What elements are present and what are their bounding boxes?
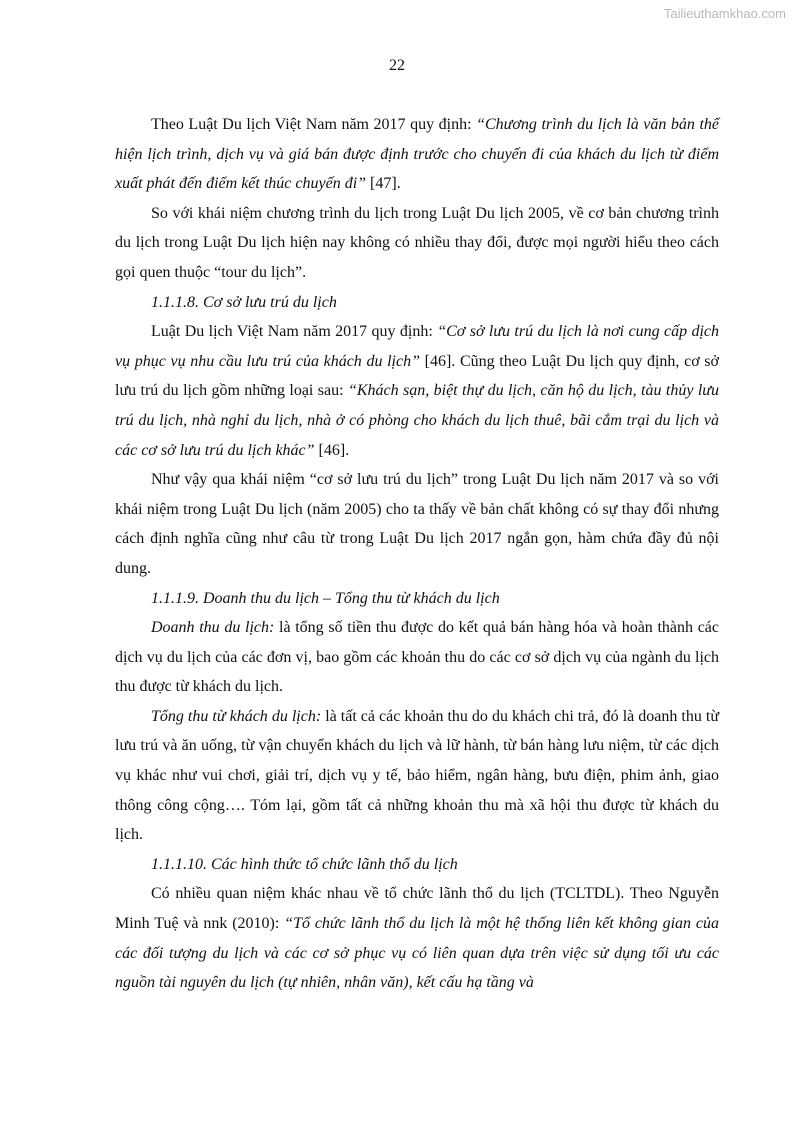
- paragraph-tourism-revenue: [115, 613, 719, 702]
- text: [46]. Cũng theo Luật Du lịch quy định, cơ sở lưu trú du lịch gồm những loại sau:: [115, 352, 719, 400]
- section-heading-1-1-1-8: 1.1.1.8. Cơ sở lưu trú du lịch: [151, 293, 337, 311]
- paragraph-accommodation-comparison: Như vậy qua khái niệm “cơ sở lưu trú du lịch” trong Luật Du lịch năm 2017 và so với khái niệm trong Luật Du lịch (năm 2005) cho ta thấy về bản chất không có sự thay đổi nhưng cách định nghĩa cũng như câu từ trong Luật Du lịch 2017 ngắn gọn, hàm chứa đầy đủ nội dung.: [115, 471, 719, 577]
- quote: “Tổ chức lãnh thổ du lịch là một hệ thống liên kết không gian của các đối tượng du lịch và các cơ sở phục vụ có liên quan dựa trên việc sử dụng tối ưu các nguồn tài nguyên du lịch (tự nhiên, nhân văn), kết cấu hạ tầng và: [115, 915, 720, 992]
- paragraph-tour-comparison: So với khái niệm chương trình du lịch trong Luật Du lịch 2005, về cơ bản chương trình du lịch trong Luật Du lịch hiện nay không có nhiều thay đổi, được mọi người hiểu theo cách gọi quen thuộc “tour du lịch”.: [115, 204, 719, 281]
- page-number: 22: [389, 57, 405, 74]
- quote: “Khách sạn, biệt thự du lịch, căn hộ du lịch, tàu thủy lưu trú du lịch, nhà nghỉ du lịch, nhà ở có phòng cho khách du lịch thuê, bãi cắm trại du lịch và các cơ sở lưu trú du lịch khác”: [115, 382, 720, 459]
- text: Theo Luật Du lịch Việt Nam năm 2017 quy định:: [151, 116, 477, 133]
- quote: “Chương trình du lịch là văn bản thể hiện lịch trình, dịch vụ và giá bán được định trước cho chuyến đi của khách du lịch từ điểm xuất phát đến điểm kết thúc chuyến đi”: [115, 116, 719, 193]
- text: Luật Du lịch Việt Nam năm 2017 quy định:: [151, 323, 438, 341]
- watermark: Tailieuthamkhao.com: [663, 6, 786, 21]
- section-heading-1-1-1-10: 1.1.1.10. Các hình thức tổ chức lãnh thổ du lịch: [151, 855, 458, 873]
- text: là tất cả các khoản thu do du khách chi trả, đó là doanh thu từ lưu trú và ăn uống, từ vận chuyển khách du lịch và lữ hành, từ bán hàng lưu niệm, từ các dịch vụ khác như vui chơi, giải trí, dịch vụ y tế, bảo hiểm, ngân hàng, bưu điện, phim ảnh, giao thông công cộng…. Tóm lại, gồm tất cả những khoản thu mà xã hội thu được từ khách du lịch.: [115, 707, 719, 844]
- term: Tổng thu từ khách du lịch:: [151, 707, 322, 725]
- paragraph-accommodation-definition: [115, 317, 719, 465]
- text: Có nhiều quan niệm khác nhau về tổ chức lãnh thổ du lịch (TCLTDL). Theo Nguyễn Minh Tuệ và nnk (2010):: [115, 885, 719, 933]
- quote: “Cơ sở lưu trú du lịch là nơi cung cấp dịch vụ phục vụ nhu cầu lưu trú của khách du lịch”: [115, 323, 720, 370]
- paragraph-total-receipts: [115, 702, 719, 850]
- paragraph-territorial-organization: [115, 879, 719, 997]
- section-heading-1-1-1-9: 1.1.1.9. Doanh thu du lịch – Tổng thu từ khách du lịch: [151, 589, 500, 607]
- document-body: [115, 110, 719, 998]
- text: là tổng số tiền thu được do kết quả bán hàng hóa và hoàn thành các dịch vụ du lịch của các đơn vị, bao gồm các khoản thu do các cơ sở dịch vụ của ngành du lịch thu được từ khách du lịch.: [115, 619, 719, 696]
- paragraph-tour-definition: [115, 110, 719, 199]
- citation: [46].: [314, 441, 350, 459]
- citation: [47].: [366, 175, 401, 193]
- term: Doanh thu du lịch:: [151, 619, 275, 637]
